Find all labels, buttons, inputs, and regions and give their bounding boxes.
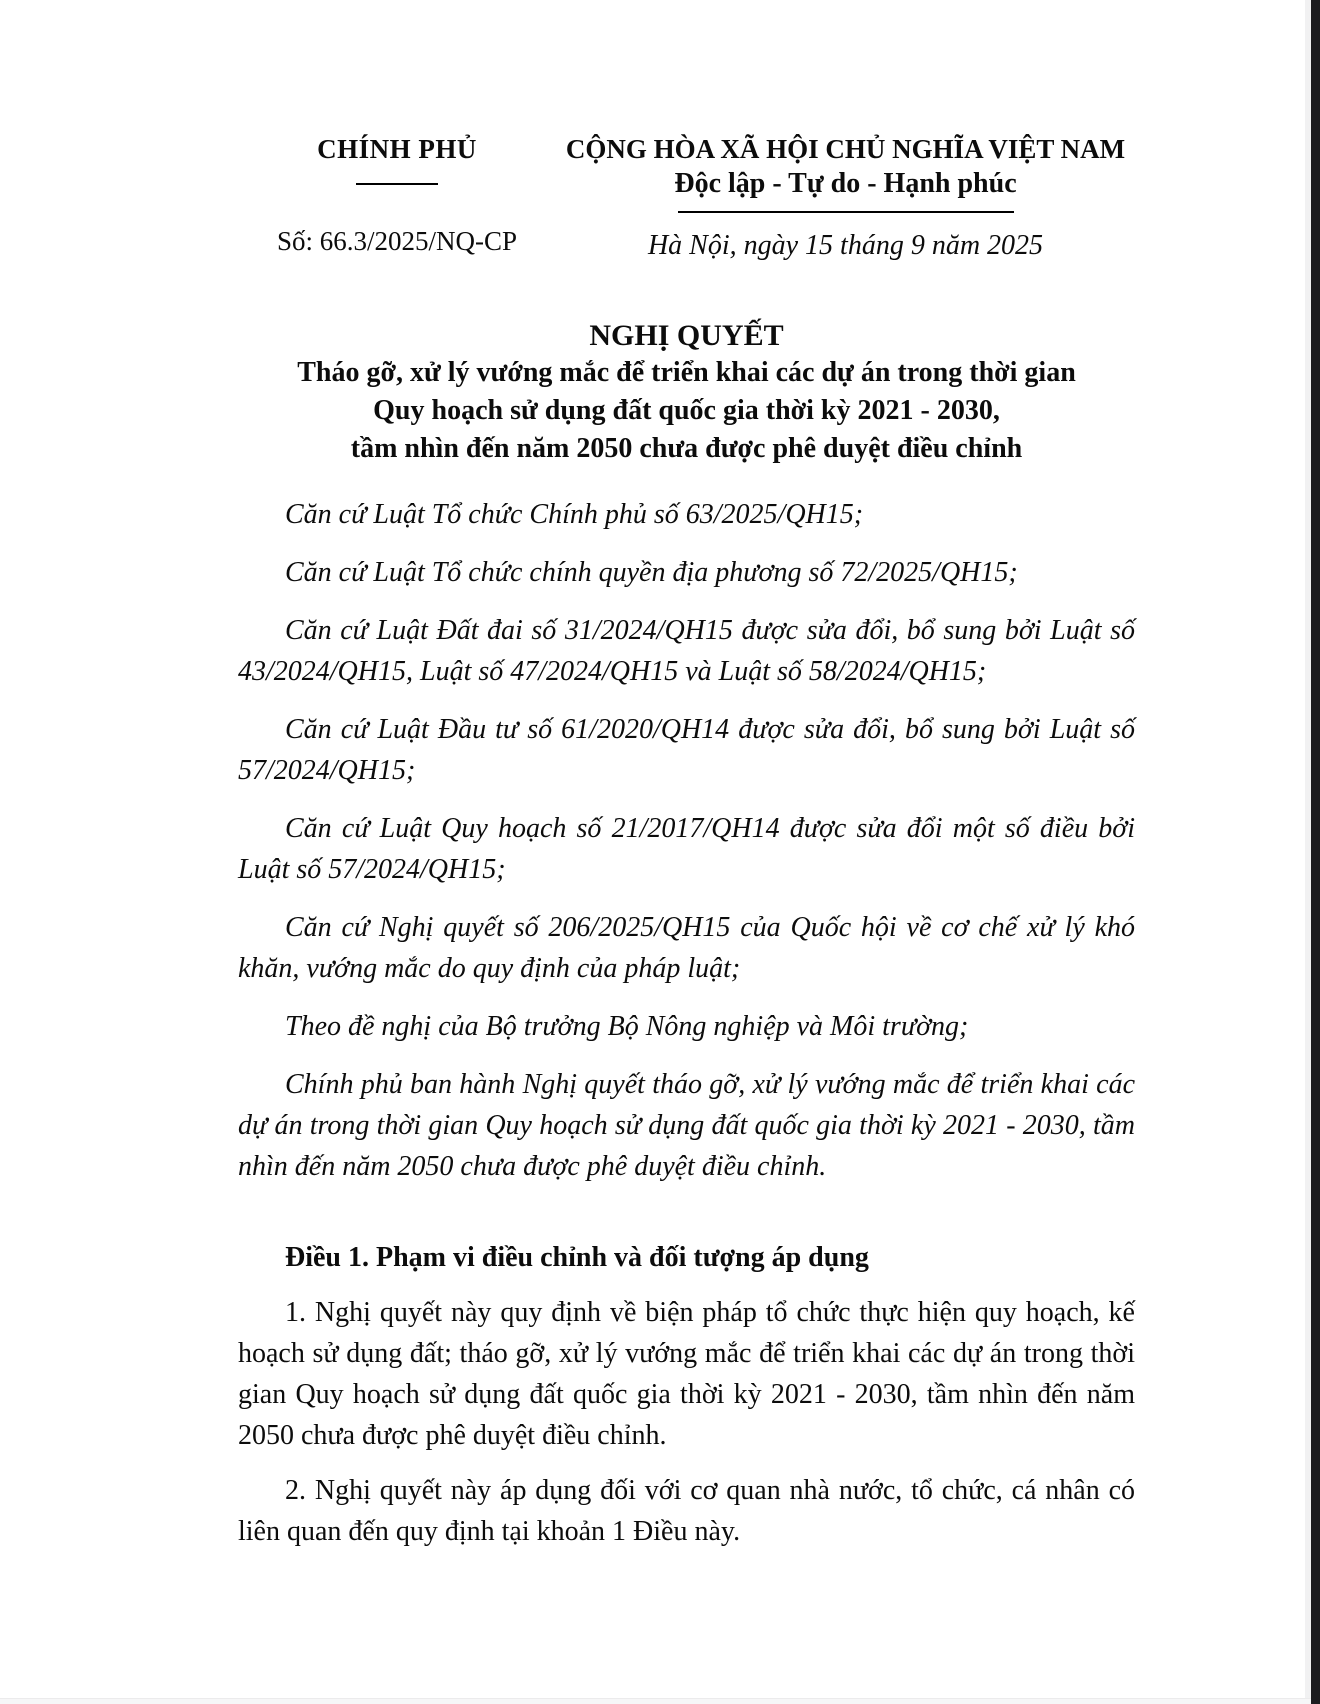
preamble-paragraph: Căn cứ Luật Quy hoạch số 21/2017/QH14 được sửa đổi một số điều bởi Luật số 57/2024/QH15; (238, 813, 1135, 885)
document-subtitle-line: Quy hoạch sử dụng đất quốc gia thời kỳ 2021 - 2030, (373, 395, 1000, 426)
preamble-paragraph: Căn cứ Nghị quyết số 206/2025/QH15 của Quốc hội về cơ chế xử lý khó khăn, vướng mắc do quy định của pháp luật; (238, 912, 1135, 984)
document-number: Số: 66.3/2025/NQ-CP (276, 226, 518, 256)
document-subtitle-line: tầm nhìn đến năm 2050 chưa được phê duyệt điều chỉnh (350, 433, 1023, 464)
viewer-right-edge (1311, 0, 1320, 1704)
motto-underline (678, 211, 1014, 213)
preamble-paragraph: Chính phủ ban hành Nghị quyết tháo gỡ, xử lý vướng mắc để triển khai các dự án trong thời gian Quy hoạch sử dụng đất quốc gia thời kỳ 2021 - 2030, tầm nhìn đến năm 2050 chưa được phê duyệt điều chỉnh. (238, 1069, 1135, 1182)
preamble-paragraph: Căn cứ Luật Đất đai số 31/2024/QH15 được sửa đổi, bổ sung bởi Luật số 43/2024/QH15, Luật số 47/2024/QH15 và Luật số 58/2024/QH15; (238, 615, 1135, 687)
document-page (238, 0, 1135, 1566)
national-motto: Độc lập - Tự do - Hạnh phúc (674, 168, 1017, 199)
preamble-paragraph: Căn cứ Luật Tổ chức Chính phủ số 63/2025/QH15; (285, 499, 864, 530)
preamble-section (238, 494, 1135, 1187)
preamble-paragraph: Căn cứ Luật Tổ chức chính quyền địa phương số 72/2025/QH15; (285, 557, 1018, 588)
issuer-underline (356, 183, 438, 185)
place-dateline: Hà Nội, ngày 15 tháng 9 năm 2025 (647, 230, 1044, 261)
national-title: CỘNG HÒA XÃ HỘI CHỦ NGHĨA VIỆT NAM (565, 134, 1126, 164)
article-1-heading: Điều 1. Phạm vi điều chỉnh và đối tượng áp dụng (285, 1242, 869, 1273)
national-block (556, 133, 1135, 266)
article-1-clause: 1. Nghị quyết này quy định về biện pháp tổ chức thực hiện quy hoạch, kế hoạch sử dụng đất; tháo gỡ, xử lý vướng mắc để triển khai các dự án trong thời gian Quy hoạch sử dụng đất quốc gia thời kỳ 2021 - 2030, tầm nhìn đến năm 2050 chưa được phê duyệt điều chỉnh. (238, 1297, 1135, 1451)
issuer-name: CHÍNH PHỦ (317, 134, 477, 164)
document-type-title: NGHỊ QUYẾT (589, 319, 784, 352)
preamble-paragraph: Căn cứ Luật Đầu tư số 61/2020/QH14 được sửa đổi, bổ sung bởi Luật số 57/2024/QH15; (238, 714, 1135, 786)
article-1-clause: 2. Nghị quyết này áp dụng đối với cơ quan nhà nước, tổ chức, cá nhân có liên quan đến quy định tại khoản 1 Điều này. (238, 1475, 1135, 1547)
article-1-section (238, 1237, 1135, 1552)
preamble-paragraph: Theo đề nghị của Bộ trưởng Bộ Nông nghiệp và Môi trường; (285, 1011, 969, 1042)
issuer-block (238, 133, 556, 262)
viewer-bottom-strip (0, 1698, 1311, 1704)
document-subtitle-line: Tháo gỡ, xử lý vướng mắc để triển khai các dự án trong thời gian (297, 357, 1076, 388)
title-block (238, 318, 1135, 468)
document-header (238, 133, 1135, 266)
